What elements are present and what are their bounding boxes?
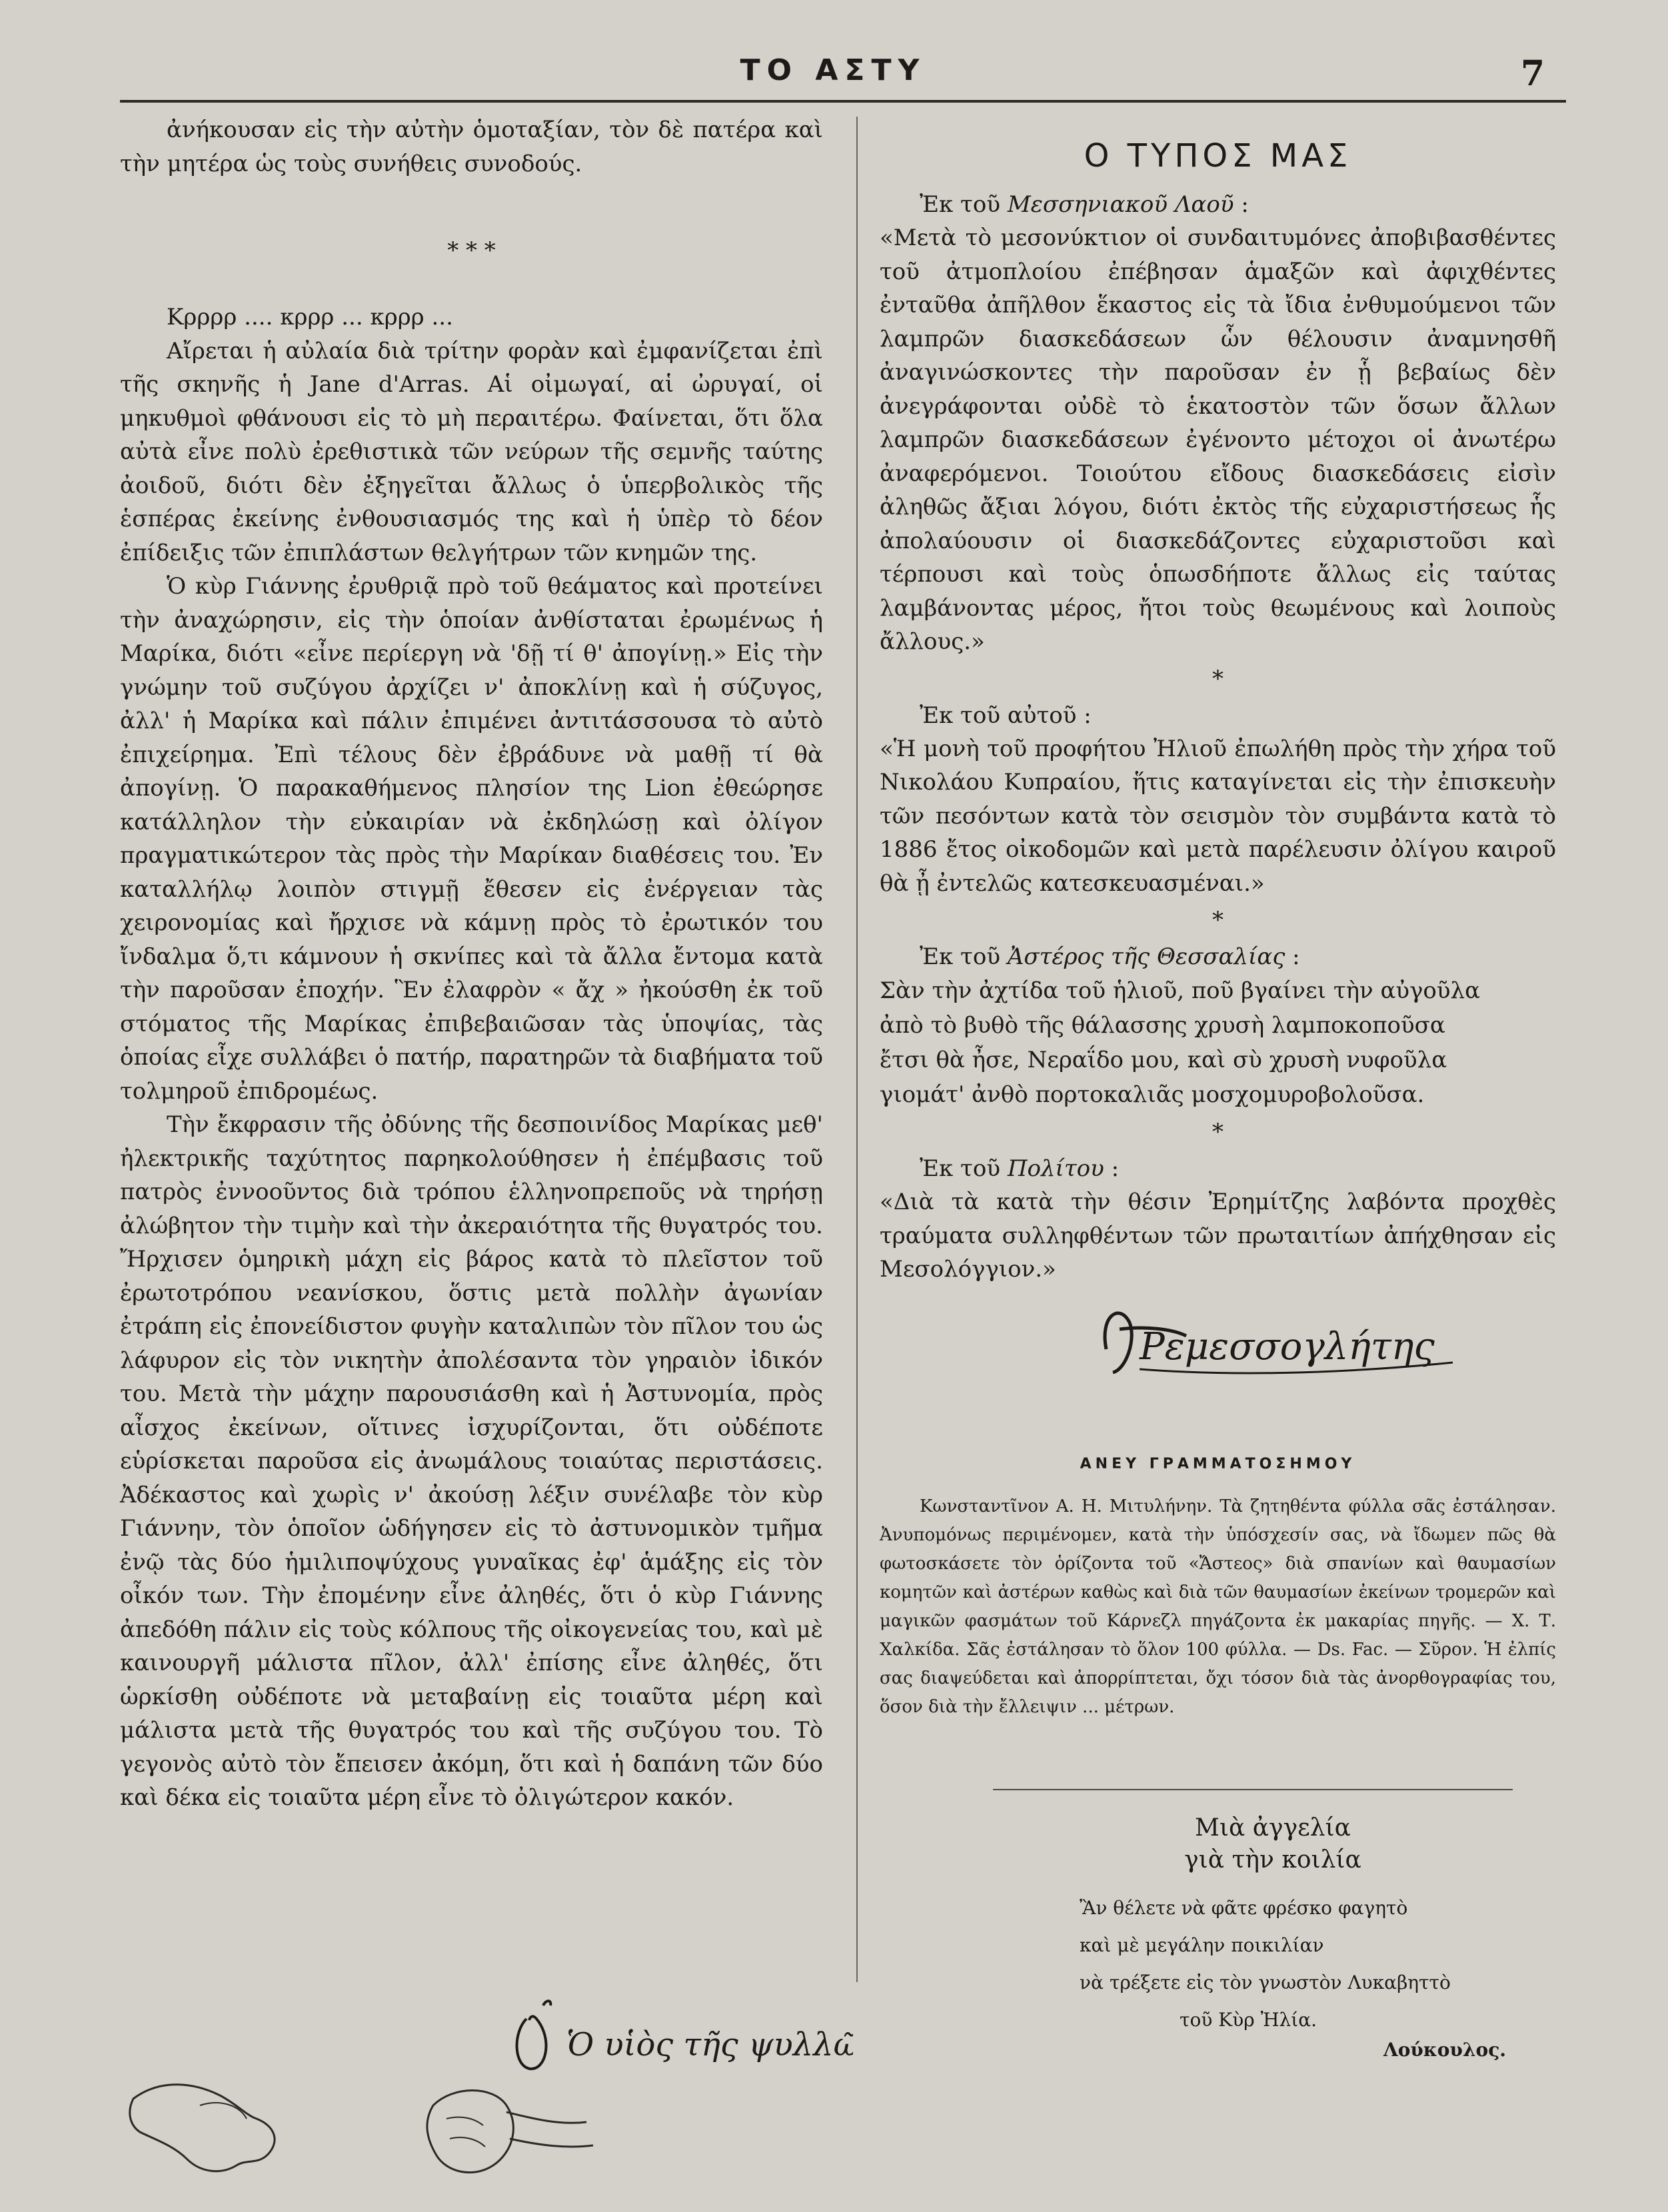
ad-line-4: τοῦ Κὺρ Ἠλία. [1180, 2009, 1317, 2031]
star-divider-2: * [1212, 907, 1224, 933]
poem-line-3: ἔτσι θὰ ἦσε, Νεραΐδο μου, καὶ σὺ χρυσὴ νυφοῦλα [880, 1047, 1447, 1073]
correspondence-text: Κωνσταντῖνον Α. Η. Μιτυλήνην. Τὰ ζητηθέντα φύλλα σᾶς ἐστάλησαν. Ἀνυπομόνως περιμένομεν, κατὰ τὴν ὑπόσχεσίν σας, νὰ ἴδωμεν πῶς θὰ φωτοσκάσετε τὸν ὁρίζοντα τοῦ «Ἄστεος» διὰ σπανίων καὶ θαυμασίων κομητῶν καὶ ἀστέρων καθὼς καὶ διὰ τῶν θαυμασίων ἐκείνων τρομερῶν καὶ μαγικῶν φασμάτων τοῦ Κάρνεζλ πηγάζοντα ἐκ μακαρίας πηγῆς. — Χ. Τ. Χαλκίδα. Σᾶς ἐστάλησαν τὸ ὅλον 100 φύλλα. — Ds. Fac. — Σῦρον. Ἡ ἐλπίς σας διαψεύδεται καὶ ἀπορρίπτεται, ὄχι τόσον διὰ τὰς ἀνορθογραφίας του, ὅσον διὰ τὴν ἔλλειψιν ... μέτρων. [880, 1496, 1556, 1717]
source-4-name: Πολίτου [1007, 1155, 1104, 1182]
ad-body [1040, 1890, 1506, 2039]
ad-signature: Λούκουλος. [1383, 2039, 1506, 2061]
section-stars: * * * [447, 237, 496, 264]
ad-line-2: καὶ μὲ μεγάλην ποικιλίαν [1080, 1934, 1324, 1956]
quote-1: «Μετὰ τὸ μεσονύκτιον οἱ συνδαιτυμόνες ἀποβιβασθέντες τοῦ ἀτμοπλοίου ἐπέβησαν ἁμαξῶν καὶ ἀφιχθέντες ἐνταῦθα ἀπῆλθον ἕκαστος εἰς τὰ ἴδια ἐνθυμούμενοι τῶν λαμπρῶν διασκεδάσεων ὧν θέλουσιν ἀναμνησθῆ ἀναγινώσκοντες τὴν παροῦσαν ἐν ᾗ βεβαίως δὲν ἀνεγράφονται οὐδὲ τὸ ἑκατοστὸν τῶν ὅσων ἄλλων λαμπρῶν διασκεδάσεων ἐγένοντο μέτοχοι οἱ ἀνωτέρω ἀναφερόμενοι. Τοιούτου εἴδους διασκεδάσεις εἰσὶν ἀληθῶς ἄξιαι λόγου, διότι ἐκτὸς τῆς εὐχαριστήσεως ἧς ἀπολαύουσιν οἱ διασκεδάζοντες εὐχαριστοῦσι καὶ τέρπουσι καὶ τοὺς ὁπωσδήποτε ἄλλως εἰς ταύτας λαμβάνοντας μέρος, ἤτοι τοὺς θεωμένους καὶ λοιποὺς ἄλλους.» [880, 225, 1556, 655]
giannis-paragraph: Ὁ κὺρ Γιάννης ἐρυθριᾷ πρὸ τοῦ θεάματος καὶ προτείνει τὴν ἀναχώρησιν, εἰς τὴν ὁποίαν ἀνθίσταται ἐρωμένως ἡ Μαρίκα, διότι «εἶνε περίεργη νὰ 'δῇ τί θ' ἀπογίνῃ.» Εἰς τὴν γνώμην τοῦ συζύγου ἀρχίζει ν' ἀποκλίνῃ καὶ ἡ σύζυγος, ἀλλ' ἡ Μαρίκα καὶ πάλιν ἐπιμένει ἀντιτάσσουσα τὸ αὐτὸ ἐπιχείρημα. Ἐπὶ τέλους δὲν ἐβράδυνε νὰ μαθῇ τί θὰ ἀπογίνῃ. Ὁ παρακαθήμενος πλησίον της Lion ἐθεώρησε κατάλληλον τὴν εὐκαιρίαν νὰ ἐκδηλώσῃ καὶ ὀλίγον πραγματικώτερον τὰς πρὸς τὴν Μαρίκαν διαθέσεις του. Ἐν καταλλήλῳ λοιπὸν στιγμῇ ἔθεσεν εἰς ἐνέργειαν τὰς χειρονομίας καὶ ἤρχισε νὰ κάμνῃ πρὸς τὸ ἐρωτικόν του ἴνδαλμα ὅ,τι κάμνουν ἡ σκνίπες καὶ τὰ ἄλλα ἔντομα κατὰ τὴν παροῦσαν ἐποχήν. Ἓν ἐλαφρὸν « ἄχ » ἠκούσθη ἐκ τοῦ στόματος τῆς Μαρίκας ἐπιβεβαιῶσαν τὰς ὑποψίας, τὰς ὁποίας εἶχε συλλάβει ὁ πατήρ, παρατηρῶν τὰ διαβήματα τοῦ τολμηροῦ ἐπιδρομέως. [120, 573, 823, 1105]
page-number: 7 [1520, 53, 1545, 94]
intro-paragraph: ἀνήκουσαν εἰς τὴν αὐτὴν ὁμοταξίαν, τὸν δὲ πατέρα καὶ τὴν μητέρα ὡς τοὺς συνήθεις συνοδούς. [120, 117, 823, 177]
hands-drawing [120, 2065, 613, 2199]
ad-line-1: Ἂν θέλετε νὰ φᾶτε φρέσκο φαγητὸ [1080, 1897, 1408, 1919]
ad-divider [993, 1789, 1513, 1790]
star-divider-3: * [1212, 1119, 1224, 1145]
signature-text: Ὁ υἱὸς τῆς ψυλλῶς [566, 2026, 853, 2063]
editor-signature-image [1093, 1289, 1466, 1396]
poem-line-4: γιομάτ' ἀνθὸ πορτοκαλιᾶς μοσχομυροβολοῦσα. [880, 1081, 1425, 1108]
left-column [120, 113, 823, 1815]
page-header [0, 53, 1668, 100]
source-1: Ἐκ τοῦ Μεσσηνιακοῦ Λαοῦ : [920, 191, 1249, 218]
correspondence-title: ΑΝΕΥ ΓΡΑΜΜΑΤΟΣΗΜΟΥ [1080, 1456, 1356, 1472]
section-title: Ο ΤΥΠΟΣ ΜΑΣ [1084, 137, 1352, 175]
ad-title-1: Μιὰ ἀγγελία [1195, 1814, 1351, 1842]
right-column [880, 113, 1556, 1287]
source-4-prefix: Ἐκ τοῦ [920, 1155, 1001, 1182]
sound-paragraph: Κρρρρ .... κρρρ ... κρρρ ... [167, 304, 453, 330]
quote-4: «Διὰ τὰ κατὰ τὴν θέσιν Ἐρημίτζης λαβόντα προχθὲς τραύματα συλληφθέντων τῶν πρωταιτίων ἀπήχθησαν εἰς Μεσολόγγιον.» [880, 1189, 1556, 1283]
source-3-name: Ἀστέρος τῆς Θεσσαλίας [1007, 943, 1285, 970]
masthead: ΤΟ ΑΣΤΥ [740, 53, 926, 87]
column-rule [856, 117, 858, 1982]
ad-line-3: νὰ τρέξετε εἰς τὸν γνωστὸν Λυκαβηττὸ [1080, 1971, 1451, 1993]
star-divider-1: * [1212, 665, 1224, 692]
source-1-prefix: Ἐκ τοῦ [920, 191, 1001, 218]
source-2: Ἐκ τοῦ αὐτοῦ : [920, 702, 1092, 729]
poem-line-2: ἀπὸ τὸ βυθὸ τῆς θάλασσης χρυσὴ λαμποκοποῦσα [880, 1012, 1445, 1039]
source-4: Ἐκ τοῦ Πολίτου : [920, 1155, 1120, 1182]
poem-line-1: Σὰν τὴν ἀχτίδα τοῦ ἡλιοῦ, ποῦ βγαίνει τὴν αὐγοῦλα [880, 977, 1481, 1004]
source-3-prefix: Ἐκ τοῦ [920, 943, 1001, 970]
advertisement [1040, 1812, 1506, 2061]
correspondence-section [880, 1456, 1556, 1722]
editor-signature-text: Ρεμεσσογλήτης [1140, 1325, 1435, 1369]
source-3: Ἐκ τοῦ Ἀστέρος τῆς Θεσσαλίας : [920, 943, 1300, 970]
fight-paragraph: Τὴν ἔκφρασιν τῆς ὀδύνης τῆς δεσποινίδος Μαρίκας μεθ' ἠλεκτρικῆς ταχύτητος παρηκολούθησεν ἡ ἐπέμβασις τοῦ πατρὸς ἐννοοῦντος διὰ τρόπου ἑλληνοπρεποῦς νὰ τηρήσῃ ἀλώβητον τὴν τιμὴν καὶ τὴν ἀκεραιότητα τῆς θυγατρός του. Ἤρχισεν ὁμηρικὴ μάχη εἰς βάρος κατὰ τὸ πλεῖστον τοῦ ἐρωτοτρόπου νεανίσκου, ὅστις μετὰ πολλὴν ἀγωνίαν ἐτράπη εἰς ἐπονείδιστον φυγὴν καταλιπὼν τὸν πῖλον του ὡς λάφυρον εἰς τὸν νικητὴν ἀπολέσαντα τὸν γηραιὸν ἰδικόν του. Μετὰ τὴν μάχην παρουσιάσθη καὶ ἡ Ἀστυνομία, πρὸς αἶσχος ἐκείνων, οἵτινες ἰσχυρίζονται, ὅτι οὐδέποτε εὑρίσκεται παροῦσα εἰς ἀνωμάλους τοιαύτας περιστάσεις. Ἀδέκαστος καὶ χωρὶς ν' ἀκούσῃ λέξιν συνέλαβε τὸν κὺρ Γιάννην, τὸν ὁποῖον ὡδήγησεν εἰς τὸ ἀστυνομικὸν τμῆμα ἐνῷ τὰς δύο ἡμιλιποψύχους γυναῖκας ἐφ' ἁμάξης εἰς τὸν οἶκόν των. Τὴν ἐπομένην εἶνε ἀληθές, ὅτι ὁ κὺρ Γιάννης ἀπεδόθη πάλιν εἰς τοὺς κόλπους τῆς οἰκογενείας του, καὶ μὲ καινουργῆ μάλιστα πῖλον, ἀλλ' ἐπίσης εἶνε ἀληθές, ὅτι ὡρκίσθη οὐδέποτε νὰ μεταβαίνῃ εἰς τοιαῦτα μέρη καὶ μάλιστα μετὰ τῆς θυγατρός του καὶ τῆς συζύγου του. Τὸ γεγονὸς αὐτὸ τὸν ἔπεισεν ἀκόμη, ὅτι καὶ ἡ δαπάνη τῶν δύο καὶ δέκα εἰς τοιαῦτα μέρη εἶνε τὸ ὀλιγώτερον κακόν. [120, 1111, 823, 1811]
hands-illustration [120, 2065, 613, 2199]
source-1-name: Μεσσηνιακοῦ Λαοῦ [1007, 191, 1234, 218]
ad-title-2: γιὰ τὴν κοιλία [1184, 1846, 1361, 1874]
curtain-paragraph: Αἴρεται ἡ αὐλαία διὰ τρίτην φορὰν καὶ ἐμφανίζεται ἐπὶ τῆς σκηνῆς ἡ Jane d'Arras. Αἱ οἰμωγαί, αἱ ὠρυγαί, οἱ μηκυθμοὶ φθάνουσι εἰς τὸ μὴ περαιτέρω. Φαίνεται, ὅτι ὅλα αὐτὰ εἶνε πολὺ ἐρεθιστικὰ τῶν νεύρων τῆς σεμνῆς ταύτης ἀοιδοῦ, διότι δὲν ἐξηγεῖται ἄλλως ὁ ὑπερβολικὸς τῆς ἑσπέρας ἐκείνης ἐνθουσιασμός της καὶ ἡ ὑπὲρ τὸ δέον ἐπίδειξις τῶν ἐπιπλάστων θελγήτρων τῶν κνημῶν της. [120, 337, 823, 566]
quote-2: «Ἡ μονὴ τοῦ προφήτου Ἠλιοῦ ἐπωλήθη πρὸς τὴν χήρα τοῦ Νικολάου Κυπραίου, ἥτις καταγίνεται εἰς τὴν ἐπισκευὴν τῶν πεσόντων κατὰ τὸν σεισμὸν τὸν συμβάντα κατὰ τὸ 1886 ἔτος οἰκοδομῶν καὶ μετὰ παρέλευσιν ὀλίγου καιροῦ θὰ ᾖ ἐντελῶς κατεσκευασμέναι.» [880, 735, 1556, 897]
editor-signature [1093, 1289, 1466, 1396]
header-rule [120, 100, 1566, 103]
